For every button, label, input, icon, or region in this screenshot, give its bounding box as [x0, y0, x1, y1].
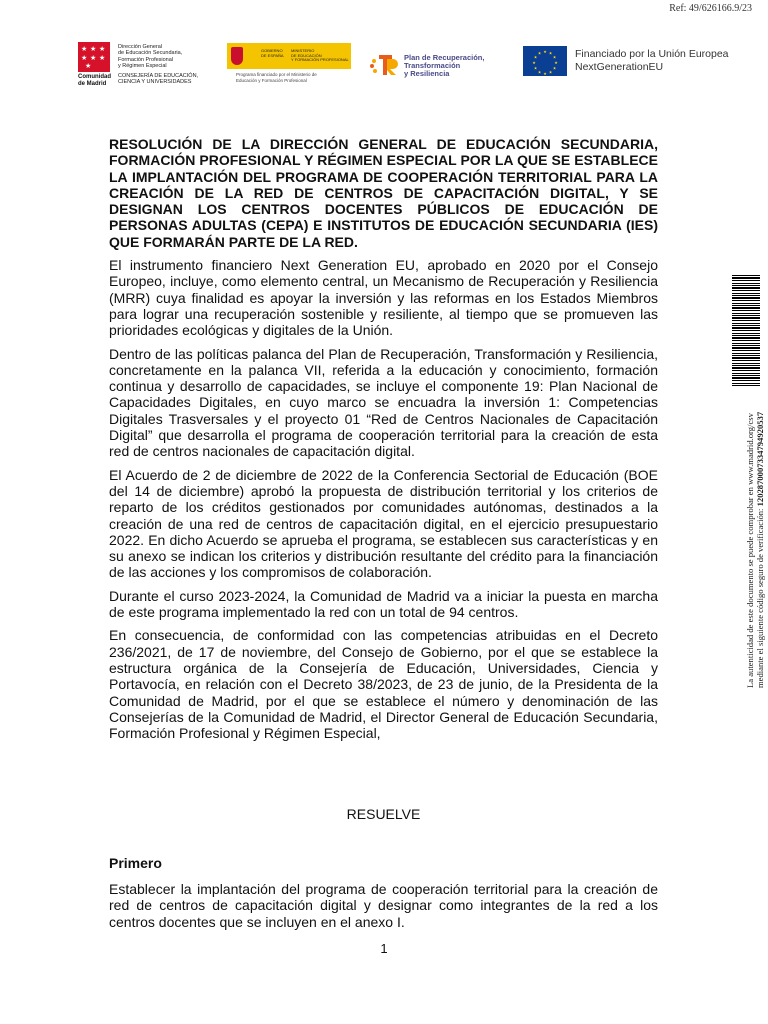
reference-number: Ref: 49/626166.9/23 [669, 3, 752, 14]
svg-text:★: ★ [552, 65, 557, 71]
eu-flag-icon [523, 46, 567, 76]
svg-text:★: ★ [533, 54, 538, 60]
document-title: RESOLUCIÓN DE LA DIRECCIÓN GENERAL DE EDUCACIÓN SECUNDARIA, FORMACIÓN PROFESIONAL Y RÉGIMEN ESPECIAL POR LA QUE SE ESTABLECE LA IMPLANTACIÓN DEL PROGRAMA DE COOPERACIÓN TERRITORIAL PARA LA CREACIÓN DE LA RED DE CENTROS DE CAPACITACIÓN DIGITAL, Y SE DESIGNAN LOS CENTROS DOCENTES PÚBLICOS DE EDUCACIÓN DE PERSONAS ADULTAS (CEPA) E INSTITUTOS DE EDUCACIÓN SECUNDARIA (IES) QUE FORMARÁN PARTE DE LA RED. [109, 136, 658, 250]
comunidad-madrid-flag-icon: ★ ★ ★ ★ ★ ★ ★ [78, 42, 110, 72]
direccion-general-label: Dirección General de Educación Secundaria, Formación Profesional y Régimen Especial CONSEJERÍA DE EDUCACIÓN, CIENCIA Y UNIVERSIDADES [118, 44, 199, 86]
paragraph: Dentro de las políticas palanca del Plan de Recuperación, Transformación y Resiliencia, concretamente en la palanca VII, referida a la educación y conocimiento, formación continua y desarrollo de capacidades, se incluye el componente 19: Plan Nacional de Capacidades Digitales, en cuyo marco se encuadra la inversión 1: Competencias Digitales Trasversales y el proyecto 01 “Red de Centros Nacionales de Capacitación Digital” que desarrolla el programa de cooperación territorial para la creación de esta red de centros nacionales de capacitación digital. [109, 345, 658, 460]
comunidad-madrid-name: Comunidad de Madrid [78, 74, 111, 87]
barcode [732, 275, 760, 387]
prtr-icon [368, 52, 400, 78]
svg-text:★: ★ [532, 60, 536, 65]
verification-code: 1202870007334794920537 [755, 411, 765, 507]
paragraph: El Acuerdo de 2 de diciembre de 2022 de la Conferencia Sectorial de Educación (BOE del 14 de diciembre) aprobó la propuesta de distribución territorial y los criterios de reparto de los créditos gestionados por comunidades autónomas, destinados a la creación de una red de centros de capacitación digital, en el ejercicio presupuestario 2022. En dicho Acuerdo se aprueba el programa, se establecen sus características y en su anexo se indican los criterios y distribución resultante del crédito para la financiación de las acciones y los compromisos de colaboración. [109, 466, 658, 581]
verification-side-text: La autenticidad de este documento se puede comprobar en www.madrid.org/csv mediante el siguiente código seguro de verificación: 1202870007334794920537 [745, 411, 765, 688]
svg-text:★: ★ [543, 49, 547, 54]
page-number: 1 [380, 941, 388, 956]
paragraph: El instrumento financiero Next Generation EU, aprobado en 2020 por el Consejo Europeo, incluye, como elemento central, un Mecanismo de Recuperación y Resiliencia (MRR) cuya finalidad es apoyar la inversión y las reformas en los Estados Miembros para lograr una recuperación sostenible y resiliente, al tiempo que se promueven las prioridades ecológicas y digitales de la Unión. [109, 257, 658, 339]
document-body [109, 136, 658, 741]
resuelve-heading: RESUELVE [346, 806, 421, 822]
svg-text:★: ★ [552, 54, 557, 60]
header-logos [0, 40, 768, 90]
svg-text:★: ★ [548, 50, 553, 56]
comunidad-madrid-logo [78, 42, 110, 88]
spain-shield-icon [231, 47, 243, 65]
ministerio-funding-note: Programa financiado por el Ministerio de Educación y Formación Profesional [236, 72, 317, 83]
svg-text:★: ★ [554, 60, 558, 65]
paragraph: Durante el curso 2023-2024, la Comunidad de Madrid va a iniciar la puesta en marcha de este programa implementado la red con un total de 94 centros. [109, 587, 658, 621]
paragraph: En consecuencia, de conformidad con las competencias atribuidas en el Decreto 236/2021, de 17 de noviembre, del Consejo de Gobierno, por el que se establece la estructura orgánica de la Consejería de Educación, Universidades, Ciencia y Portavocía, en relación con el Decreto 38/2023, de 23 de junio, de la Presidenta de la Comunidad de Madrid, por el que se establece el número y denominación de las Consejerías de la Comunidad de Madrid, el Director General de Educación Secundaria, Formación Profesional y Régimen Especial, [109, 627, 658, 742]
svg-text:★: ★ [533, 65, 538, 71]
primero-heading: Primero [109, 855, 162, 871]
primero-paragraph: Establecer la implantación del programa de cooperación territorial para la creación de red de centros de capacitación digital y designar como integrantes de la red a los centros docentes que se incluyen en el anexo I. [109, 881, 658, 930]
gobierno-espana-logo: GOBIERNO DE ESPAÑA MINISTERIO DE EDUCACIÓN Y FORMACIÓN PROFESIONAL [227, 43, 351, 69]
svg-text:★: ★ [548, 69, 553, 75]
plan-recuperacion-logo: Plan de Recuperación, Transformación y Resiliencia [368, 52, 508, 78]
svg-text:★: ★ [537, 69, 542, 75]
svg-text:★: ★ [537, 50, 542, 56]
svg-text:★: ★ [543, 71, 547, 76]
eu-funding-label: Financiado por la Unión Europea NextGenerationEU [575, 48, 729, 73]
